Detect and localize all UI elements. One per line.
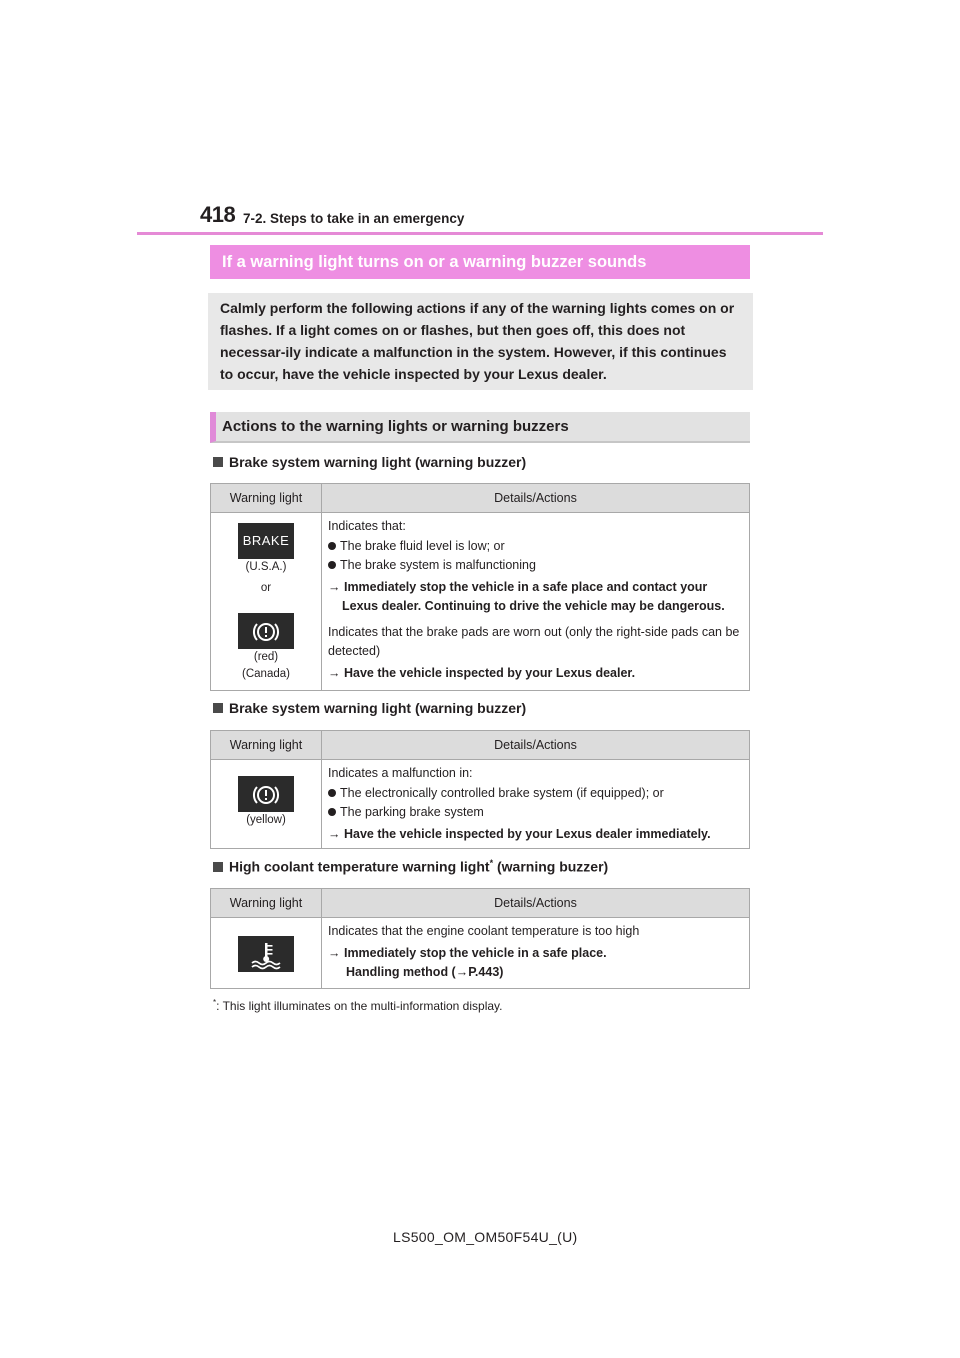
- footnote-text: : This light illuminates on the multi-information display.: [216, 999, 503, 1013]
- subheading-coolant-temperature: [213, 858, 608, 875]
- handling-method-text: Handling method (→P.443): [346, 965, 504, 979]
- details-cell: [322, 918, 750, 989]
- yellow-label: (yellow): [246, 814, 286, 826]
- square-bullet-icon: [213, 703, 223, 713]
- header-warning-light: Warning light: [211, 731, 322, 760]
- subheading-text: High coolant temperature warning light: [229, 858, 490, 875]
- bullet-text: The brake fluid level is low; or: [340, 538, 505, 553]
- square-bullet-icon: [213, 457, 223, 467]
- footnote-mark: *: [489, 858, 494, 868]
- header-rule: [137, 232, 823, 235]
- page-number: 418: [200, 202, 236, 227]
- subheading-suffix: (warning buzzer): [493, 858, 609, 875]
- coolant-text: Indicates that the engine coolant temperature is too high: [328, 924, 640, 938]
- bullet-dot-icon: [328, 789, 336, 797]
- usa-label: (U.S.A.): [245, 561, 287, 573]
- warning-table-3: [210, 888, 750, 989]
- icon-cell: [211, 760, 322, 849]
- subheading-text: Brake system warning light (warning buzzer): [229, 454, 527, 470]
- pads-text: Indicates that the brake pads are worn out (only the right-side pads can be detected): [328, 624, 740, 658]
- section-title-bar: Actions to the warning lights or warning buzzers: [210, 412, 750, 443]
- or-label: or: [260, 582, 272, 594]
- details-cell: [322, 760, 750, 849]
- running-header: 7-2. Steps to take in an emergency: [243, 211, 465, 226]
- red-label: (red): [253, 651, 279, 663]
- bullet-text: The parking brake system: [340, 805, 484, 819]
- header-details-actions: Details/Actions: [322, 484, 750, 513]
- bullet-item: [328, 803, 745, 823]
- bullet-item: [328, 784, 745, 804]
- header-warning-light: Warning light: [211, 484, 322, 513]
- action-text: → Immediately stop the vehicle in a safe place.: [328, 945, 607, 960]
- brake-lamp-icon: [238, 523, 294, 559]
- chapter-title-bar: If a warning light turns on or a warning buzzer sounds: [210, 245, 750, 279]
- icon-cell: [211, 918, 322, 989]
- footnote: [213, 998, 502, 1013]
- bullet-dot-icon: [328, 561, 336, 569]
- square-bullet-icon: [213, 862, 223, 872]
- subheading-brake-system-1: [213, 454, 526, 470]
- bullet-text: The electronically controlled brake system (if equipped); or: [340, 785, 664, 800]
- subheading-brake-system-2: [213, 700, 526, 716]
- bullet-dot-icon: [328, 542, 336, 550]
- canada-label: (Canada): [242, 668, 290, 680]
- header-warning-light: Warning light: [211, 889, 322, 918]
- indicates-text: Indicates that:: [328, 519, 406, 533]
- warning-table-2: [210, 730, 750, 849]
- document-code: LS500_OM_OM50F54U_(U): [393, 1229, 578, 1245]
- brake-warning-exclamation-icon: [238, 613, 294, 649]
- header-details-actions: Details/Actions: [322, 889, 750, 918]
- action-text: → Have the vehicle inspected by your Lexus dealer immediately.: [328, 826, 711, 841]
- action-text: → Immediately stop the vehicle in a safe place and contact your Lexus dealer. Continuing to drive the vehicle may be dangerous.: [328, 579, 725, 613]
- bullet-item: [328, 537, 745, 557]
- header-details-actions: Details/Actions: [322, 731, 750, 760]
- icon-cell: [211, 513, 322, 691]
- indicates-text: Indicates a malfunction in:: [328, 766, 473, 780]
- subheading-text: Brake system warning light (warning buzzer): [229, 700, 527, 716]
- intro-box: Calmly perform the following actions if any of the warning lights comes on or flashes. If a light comes on or flashes, but then goes off, this does not necessar-ily indicate a malfunction in the system. However, if this continues to occur, have the vehicle inspected by your Lexus dealer.: [208, 293, 753, 390]
- details-cell: [322, 513, 750, 691]
- brake-warning-exclamation-icon: [238, 776, 294, 812]
- brake-lamp-text: BRAKE: [242, 533, 290, 548]
- warning-table-1: [210, 483, 750, 691]
- bullet-text: The brake system is malfunctioning: [340, 558, 536, 572]
- footnote-mark: *: [213, 998, 217, 1007]
- coolant-temperature-icon: [238, 936, 294, 972]
- action-text: → Have the vehicle inspected by your Lexus dealer.: [328, 665, 636, 680]
- bullet-dot-icon: [328, 808, 336, 816]
- bullet-item: [328, 556, 745, 576]
